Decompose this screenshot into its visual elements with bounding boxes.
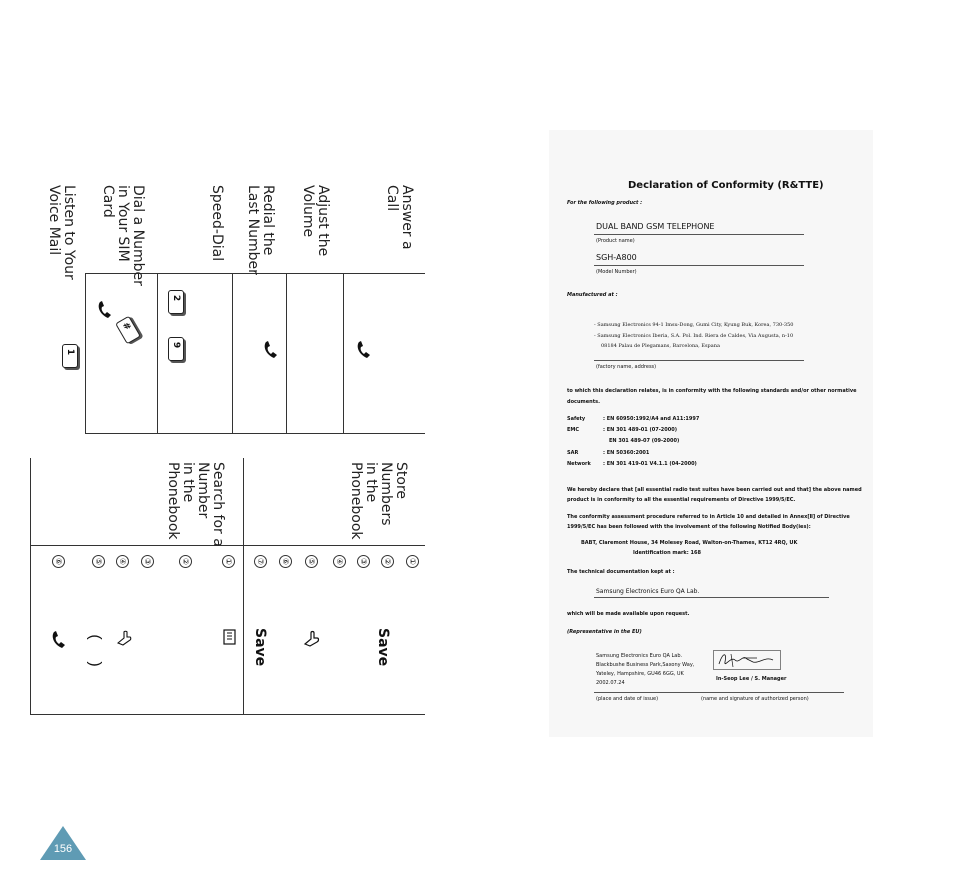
model-number: SGH-A800 [596,253,637,262]
signature-image [713,650,781,672]
table-rule [30,714,425,715]
send-key-icon [355,340,373,360]
phonebook-key-icon [222,628,238,646]
address-line: Yateley, Hampshire, GU46 6GG, UK [596,671,684,677]
step-number: ④ [116,555,129,568]
row-divider [286,273,287,433]
key-1-icon: 1 [62,344,78,368]
address-line: Blackbushe Business Park,Saxony Way, [596,662,695,668]
document-title: Declaration of Conformity (R&TTE) [628,180,824,191]
name-signature-caption: (name and signature of authorized person) [701,696,809,702]
row-label-search-number: Search for a Number in the Phonebook [165,462,226,547]
field-underline [594,597,829,598]
row-divider [85,273,86,433]
factory-caption: (factory name, address) [596,364,657,370]
address-line: Samsung Electronics Euro QA Lab. [596,653,683,659]
step-number: ② [179,555,192,568]
parenthesis-icon: ) [86,661,104,667]
declaration-text: to which this declaration relates, is in conformity with the following standards and/or other normative [567,388,857,394]
row-label-speed-dial: Speed-Dial [209,185,225,262]
row-label-dial-sim: Dial a Number in Your SIM Card [100,185,146,286]
send-key-icon [50,630,68,650]
save-softkey-label: Save [375,628,391,667]
table-rule [85,433,425,434]
step-number: ⑦ [254,555,267,568]
step-number: ② [381,555,394,568]
representative-label: (Representative in the EU) [567,629,642,635]
table-rule [30,545,425,546]
for-product-label: For the following product : [567,200,643,206]
step-number: ① [406,555,419,568]
row-divider [232,273,233,433]
procedure-text: The conformity assessment procedure referred to in Article 10 and detailed in Annex[Ⅱ] of Directive [567,514,850,520]
procedure-text: 1999/5/EC has been followed with the involvement of the following Notified Body(ies): [567,524,811,530]
standard-value: EN 301 489-07 (09-2000) [609,438,680,444]
place-date-caption: (place and date of issue) [596,696,659,702]
row-divider [243,458,244,714]
hereby-text: product is in conformity to all the essential requirements of Directive 1999/5/EC. [567,497,796,503]
step-number: ⑤ [305,555,318,568]
standard-name: Safety [567,416,586,422]
hereby-text: We hereby declare that [all essential radio test suites have been carried out and that] the above named [567,487,862,493]
row-label-store-numbers: Store Numbers in the Phonebook [348,462,409,540]
hash-key-icon: # [115,316,141,345]
issue-date: 2002.07.24 [596,680,625,686]
row-label-voice-mail: Listen to Your Voice Mail [46,185,77,280]
pointing-hand-icon [302,630,320,648]
step-number: ⑥ [279,555,292,568]
declaration-document [549,130,873,737]
factory-line: 08184 Palau de Plegamans, Barcelona, Espana [601,343,720,349]
manufactured-at-label: Manufactured at : [567,292,618,298]
step-number: ④ [333,555,346,568]
factory-line: - Samsung Electronics 94-1 Imsu-Dong, Gumi City, Kyung Buk, Korea, 730-350 [594,322,794,328]
step-number: ③ [141,555,154,568]
notified-body: BABT, Claremont House, 34 Molesey Road, Walton-on-Thames, KT12 4RQ, UK [581,540,798,546]
save-softkey-label: Save [252,628,268,667]
field-underline [594,692,844,693]
available-text: which will be made available upon request. [567,611,690,617]
row-label-answer-call: Answer a Call [384,185,415,250]
standard-value: : EN 301 419-01 V4.1.1 (04-2000) [603,461,697,467]
step-number: ⑥ [52,555,65,568]
kept-at-value: Samsung Electronics Euro QA Lab. [596,588,700,595]
page-number: 156 [53,843,73,855]
standard-value: : EN 50360:2001 [603,450,650,456]
row-divider [343,273,344,433]
key-2-icon: 2 [168,290,184,314]
row-divider [157,273,158,433]
table-rule [425,180,426,433]
send-key-icon [262,340,280,360]
standard-name: EMC [567,427,580,433]
technical-doc-label: The technical documentation kept at : [567,569,675,575]
step-number: ① [222,555,235,568]
parenthesis-icon: ( [86,634,104,640]
standard-value: : EN 301 489-01 (07-2000) [603,427,677,433]
product-name-caption: (Product name) [596,238,635,244]
field-underline [594,234,804,235]
declaration-text: documents. [567,399,600,405]
product-name: DUAL BAND GSM TELEPHONE [596,222,715,231]
row-label-redial: Redial the Last Number [245,185,276,275]
standard-name: Network [567,461,591,467]
field-underline [594,265,804,266]
signatory-name: In-Seop Lee / S. Manager [716,676,787,682]
factory-line: - Samsung Electronics Iberia, S.A. Pol. Ind. Riera de Caldes, Via Augusta, n-10 [594,333,794,339]
standard-value: : EN 60950:1992/A4 and A11:1997 [603,416,700,422]
step-number: ③ [357,555,370,568]
navigation-key-icon [116,630,132,646]
step-number: ⑤ [92,555,105,568]
model-number-caption: (Model Number) [596,269,637,275]
identification-mark: Identification mark: 168 [633,550,701,556]
row-divider [30,458,31,714]
field-underline [594,360,804,361]
send-key-icon [96,300,114,320]
key-9-icon: 9 [168,337,184,361]
standard-name: SAR [567,450,579,456]
row-label-adjust-volume: Adjust the Volume [300,185,331,257]
